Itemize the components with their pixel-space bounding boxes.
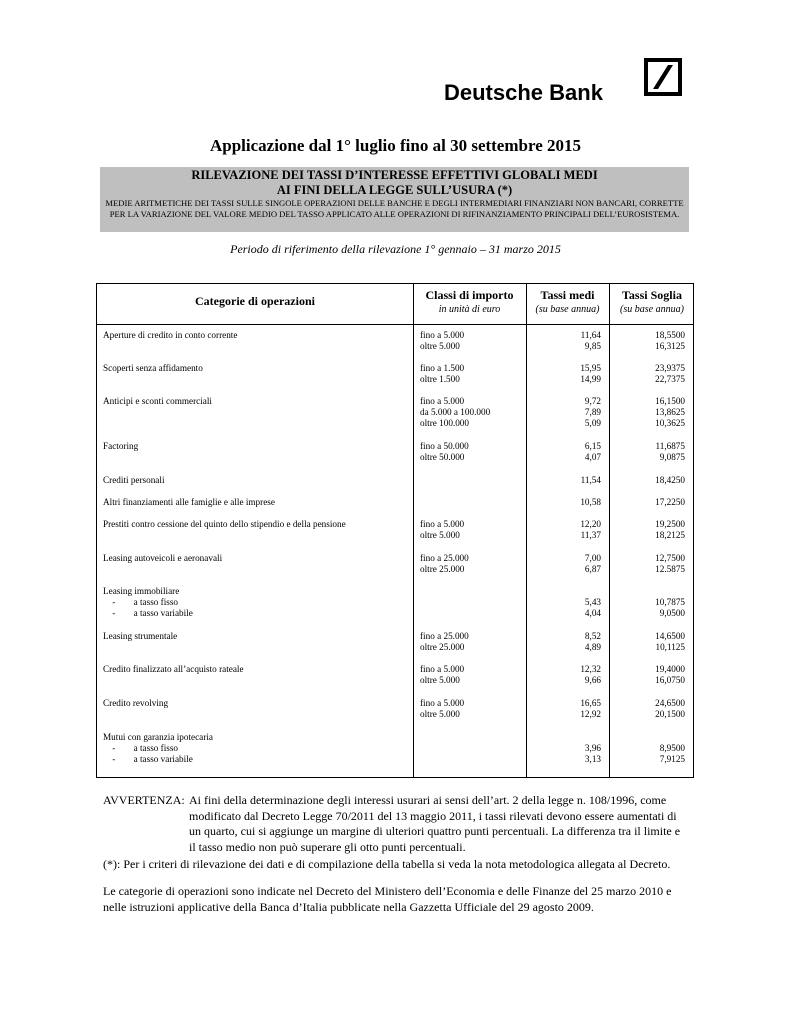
- row-tassi-medi: [523, 475, 601, 486]
- row-categoria: [103, 519, 413, 530]
- header-categorie: [97, 294, 413, 309]
- row-tassi-medi-value: 9,66: [584, 675, 601, 686]
- row-classi-value: fino a 5.000: [420, 396, 465, 406]
- row-categoria-label: Credito finalizzato all’acquisto rateale: [103, 664, 244, 674]
- row-categoria: [103, 698, 413, 709]
- row-categoria: [103, 363, 413, 374]
- row-tassi-soglia-value: 23,9375: [655, 363, 685, 373]
- row-categoria-label: Crediti personali: [103, 475, 165, 485]
- row-categoria: [103, 396, 413, 407]
- row-tassi-soglia-value: 9,0875: [659, 452, 685, 463]
- row-tassi-soglia: [612, 586, 685, 620]
- row-tassi-soglia-value: 10,7875: [655, 597, 685, 608]
- row-tassi-medi: [523, 497, 601, 508]
- row-classi: [420, 363, 530, 385]
- row-subcategoria: - a tasso variabile: [103, 754, 193, 765]
- row-classi-value: oltre 25.000: [420, 642, 465, 653]
- row-classi-value: fino a 5.000: [420, 664, 465, 674]
- row-tassi-medi-value: 3,13: [584, 754, 601, 765]
- row-classi-value: fino a 1.500: [420, 363, 465, 373]
- row-tassi-medi: [523, 330, 601, 352]
- avvertenza-line: modificato dal Decreto Legge 70/2011 del 13 maggio 2011, i tassi rilevati devono essere aumentati di: [189, 808, 677, 823]
- row-tassi-soglia-value: 16,1500: [655, 396, 685, 406]
- row-tassi-medi-value: 14,99: [580, 374, 601, 385]
- header-soglia-label: Tassi Soglia: [622, 288, 682, 302]
- row-tassi-medi-value: 11,64: [580, 330, 601, 340]
- row-tassi-medi-value: 4,07: [584, 452, 601, 463]
- row-classi-value: oltre 50.000: [420, 452, 465, 463]
- row-tassi-soglia-value: [612, 586, 685, 597]
- row-tassi-medi-value: 5,43: [584, 597, 601, 608]
- header-classi-sub: in unità di euro: [438, 304, 501, 315]
- row-classi: [420, 664, 530, 686]
- avvertenza-line: Ai fini della determinazione degli interessi usurari ai sensi dell’art. 2 della legge n. 108/1996, come: [189, 793, 667, 807]
- row-tassi-medi-value: 5,09: [584, 418, 601, 429]
- asterisk-note: (*): Per i criteri di rilevazione dei dati e di compilazione della tabella si veda la nota metodologica allegata al Decreto.: [103, 857, 671, 871]
- row-tassi-medi: [523, 698, 601, 720]
- row-tassi-medi: [523, 586, 601, 620]
- row-subcategoria: - a tasso fisso: [103, 743, 179, 754]
- row-classi-value: oltre 5.000: [420, 709, 460, 720]
- row-tassi-medi-value: [523, 732, 601, 743]
- brand-name: Deutsche Bank: [444, 80, 603, 105]
- document-title: Applicazione dal 1° luglio fino al 30 settembre 2015: [209, 136, 582, 155]
- row-tassi-medi-value: 10,58: [580, 497, 601, 507]
- row-tassi-soglia: [612, 441, 685, 463]
- reference-period: Periodo di riferimento della rilevazione 1° gennaio – 31 marzo 2015: [230, 242, 561, 256]
- row-categoria-label: Credito revolving: [103, 698, 169, 708]
- row-tassi-medi-value: 11,37: [580, 530, 601, 541]
- row-categoria: [103, 732, 413, 766]
- brand-logo: [444, 58, 690, 108]
- avvertenza-line: il tasso medio non può superare gli otto punti percentuali.: [189, 839, 466, 854]
- row-tassi-soglia: [612, 664, 685, 686]
- row-tassi-soglia: [612, 497, 685, 508]
- row-tassi-soglia-value: 11,6875: [655, 441, 685, 451]
- header-classi: [413, 288, 526, 315]
- row-categoria-label: Leasing immobiliare: [103, 586, 180, 596]
- row-classi-value: fino a 25.000: [420, 631, 469, 641]
- row-categoria-label: Anticipi e sconti commerciali: [103, 396, 212, 406]
- row-tassi-soglia: [612, 396, 685, 430]
- row-categoria: [103, 497, 413, 508]
- row-categoria: [103, 441, 413, 452]
- row-tassi-soglia-value: 22,7375: [655, 374, 685, 385]
- header-medi-sub: (su base annua): [535, 304, 600, 315]
- row-categoria-label: Mutui con garanzia ipotecaria: [103, 732, 213, 742]
- row-tassi-medi-value: 11,54: [580, 475, 601, 485]
- row-tassi-soglia-value: 18,2125: [655, 530, 685, 541]
- row-categoria-label: Factoring: [103, 441, 139, 451]
- deutsche-bank-logo-icon: [644, 58, 682, 96]
- row-tassi-medi-value: 6,87: [584, 564, 601, 575]
- categorie-note-line: nelle istruzioni applicative della Banca d’Italia pubblicate nella Gazzetta Ufficiale del 29 agosto 2009.: [103, 899, 594, 914]
- row-tassi-medi-value: [523, 586, 601, 597]
- row-tassi-medi-value: 7,00: [584, 553, 601, 563]
- row-tassi-medi: [523, 363, 601, 385]
- row-tassi-soglia-value: 18,4250: [655, 475, 685, 485]
- row-tassi-medi-value: 15,95: [580, 363, 601, 373]
- row-categoria: [103, 330, 413, 341]
- row-tassi-medi-value: 7,89: [584, 407, 601, 418]
- row-classi: [420, 698, 530, 720]
- row-tassi-medi: [523, 664, 601, 686]
- row-tassi-soglia-value: 20,1500: [655, 709, 685, 720]
- row-tassi-medi-value: 9,72: [584, 396, 601, 406]
- row-tassi-soglia-value: 12.5875: [655, 564, 685, 575]
- row-classi-value: fino a 5.000: [420, 519, 465, 529]
- row-classi-value: oltre 5.000: [420, 341, 460, 352]
- header-soglia-sub: (su base annua): [620, 304, 684, 315]
- row-categoria-label: Scoperti senza affidamento: [103, 363, 203, 373]
- row-categoria-label: Leasing strumentale: [103, 631, 178, 641]
- row-classi: [420, 631, 530, 653]
- row-tassi-medi-value: 4,04: [584, 608, 601, 619]
- row-classi-value: fino a 50.000: [420, 441, 469, 451]
- row-tassi-soglia-value: 19,2500: [655, 519, 685, 529]
- row-classi-value: fino a 5.000: [420, 330, 465, 340]
- row-categoria-label: Altri finanziamenti alle famiglie e alle imprese: [103, 497, 275, 507]
- row-tassi-soglia: [612, 519, 685, 541]
- row-tassi-soglia: [612, 732, 685, 766]
- row-tassi-medi: [523, 519, 601, 541]
- row-tassi-soglia: [612, 475, 685, 486]
- column-divider: [413, 284, 414, 777]
- row-tassi-soglia-value: 13,8625: [655, 407, 685, 418]
- row-tassi-soglia-value: 17,2250: [655, 497, 685, 507]
- row-categoria: [103, 475, 413, 486]
- row-tassi-medi: [523, 396, 601, 430]
- header-classi-label: Classi di importo: [425, 288, 514, 302]
- row-classi-value: oltre 100.000: [420, 418, 469, 429]
- header-soglia: [609, 288, 695, 315]
- row-classi-value: oltre 5.000: [420, 530, 460, 541]
- column-divider: [609, 284, 610, 777]
- row-tassi-medi-value: 12,92: [580, 709, 601, 720]
- header-divider: [97, 324, 693, 325]
- header-medi-label: Tassi medi: [540, 288, 595, 302]
- row-tassi-medi-value: 4,89: [584, 642, 601, 653]
- row-tassi-soglia-value: 18,5500: [655, 330, 685, 340]
- row-classi: [420, 519, 530, 541]
- row-tassi-medi-value: 3,96: [584, 743, 601, 754]
- avvertenza-line: un quarto, cui si aggiunge un margine di ulteriori quattro punti percentuali. La differenza tra il limite e: [189, 824, 681, 838]
- row-classi-value: oltre 5.000: [420, 675, 460, 686]
- header-medi: [526, 288, 609, 315]
- row-categoria-label: Aperture di credito in conto corrente: [103, 330, 238, 340]
- categorie-note: [103, 884, 691, 915]
- row-classi-value: fino a 5.000: [420, 698, 465, 708]
- row-classi: [420, 441, 530, 463]
- banner-box: [100, 167, 689, 232]
- row-tassi-soglia-value: 9,0500: [659, 608, 685, 619]
- row-classi-value: da 5.000 a 100.000: [420, 407, 491, 418]
- row-tassi-soglia: [612, 553, 685, 575]
- header-categorie-label: Categorie di operazioni: [195, 294, 315, 308]
- banner-description: MEDIE ARITMETICHE DEI TASSI SULLE SINGOLE OPERAZIONI DELLE BANCHE E DEGLI INTERMEDIARI FINANZIARI NON BANCARI, CORRETTE PER LA VARIAZIONE DEL VALORE MEDIO DEL TASSO APPLICATO ALLE OPERAZIONI DI RIFINANZIAMENTO PRINCIPALI DELL’EUROSISTEMA.: [105, 198, 684, 219]
- row-tassi-soglia-value: 10,3625: [655, 418, 685, 429]
- row-tassi-soglia: [612, 698, 685, 720]
- row-tassi-medi-value: 12,20: [580, 519, 601, 529]
- row-classi: [420, 330, 530, 352]
- row-tassi-medi: [523, 732, 601, 766]
- row-tassi-soglia-value: 16,3125: [655, 341, 685, 352]
- row-tassi-soglia: [612, 330, 685, 352]
- row-categoria: [103, 664, 413, 675]
- row-tassi-medi-value: 8,52: [584, 631, 601, 641]
- row-categoria-label: Leasing autoveicoli e aeronavali: [103, 553, 223, 563]
- row-tassi-soglia-value: 7,9125: [659, 754, 685, 765]
- row-categoria: [103, 586, 413, 620]
- row-tassi-soglia-value: 8,9500: [659, 743, 685, 754]
- row-tassi-soglia-value: [612, 732, 685, 743]
- row-tassi-soglia-value: 14,6500: [655, 631, 685, 641]
- row-subcategoria: - a tasso fisso: [103, 597, 179, 608]
- row-tassi-medi: [523, 631, 601, 653]
- row-subcategoria: - a tasso variabile: [103, 608, 193, 619]
- row-tassi-medi-value: 16,65: [580, 698, 601, 708]
- row-tassi-medi-value: 12,32: [580, 664, 601, 674]
- row-categoria: [103, 631, 413, 642]
- avvertenza-label: AVVERTENZA:: [103, 793, 185, 807]
- row-classi-value: oltre 1.500: [420, 374, 460, 385]
- row-tassi-soglia-value: 24,6500: [655, 698, 685, 708]
- row-tassi-soglia: [612, 631, 685, 653]
- row-tassi-soglia-value: 16,0750: [655, 675, 685, 686]
- categorie-note-line: Le categorie di operazioni sono indicate nel Decreto del Ministero dell’Economia e delle Finanze del 25 marzo 2010 e: [103, 884, 672, 898]
- row-tassi-soglia-value: 10,1125: [655, 642, 685, 653]
- row-tassi-medi: [523, 441, 601, 463]
- banner-title-line2: AI FINI DELLA LEGGE SULL’USURA (*): [276, 183, 513, 197]
- row-categoria-label: Prestiti contro cessione del quinto dello stipendio e della pensione: [103, 519, 346, 529]
- row-classi-value: oltre 25.000: [420, 564, 465, 575]
- rates-table: [96, 283, 694, 778]
- banner-title-line1: RILEVAZIONE DEI TASSI D’INTERESSE EFFETTIVI GLOBALI MEDI: [191, 168, 598, 182]
- row-tassi-medi: [523, 553, 601, 575]
- row-tassi-soglia: [612, 363, 685, 385]
- row-tassi-soglia-value: 12,7500: [655, 553, 685, 563]
- row-tassi-medi-value: 9,85: [584, 341, 601, 352]
- row-tassi-soglia-value: 19,4000: [655, 664, 685, 674]
- row-classi: [420, 396, 530, 430]
- row-categoria: [103, 553, 413, 564]
- avvertenza-body: [189, 793, 691, 855]
- row-classi: [420, 553, 530, 575]
- row-classi-value: fino a 25.000: [420, 553, 469, 563]
- row-tassi-medi-value: 6,15: [584, 441, 601, 451]
